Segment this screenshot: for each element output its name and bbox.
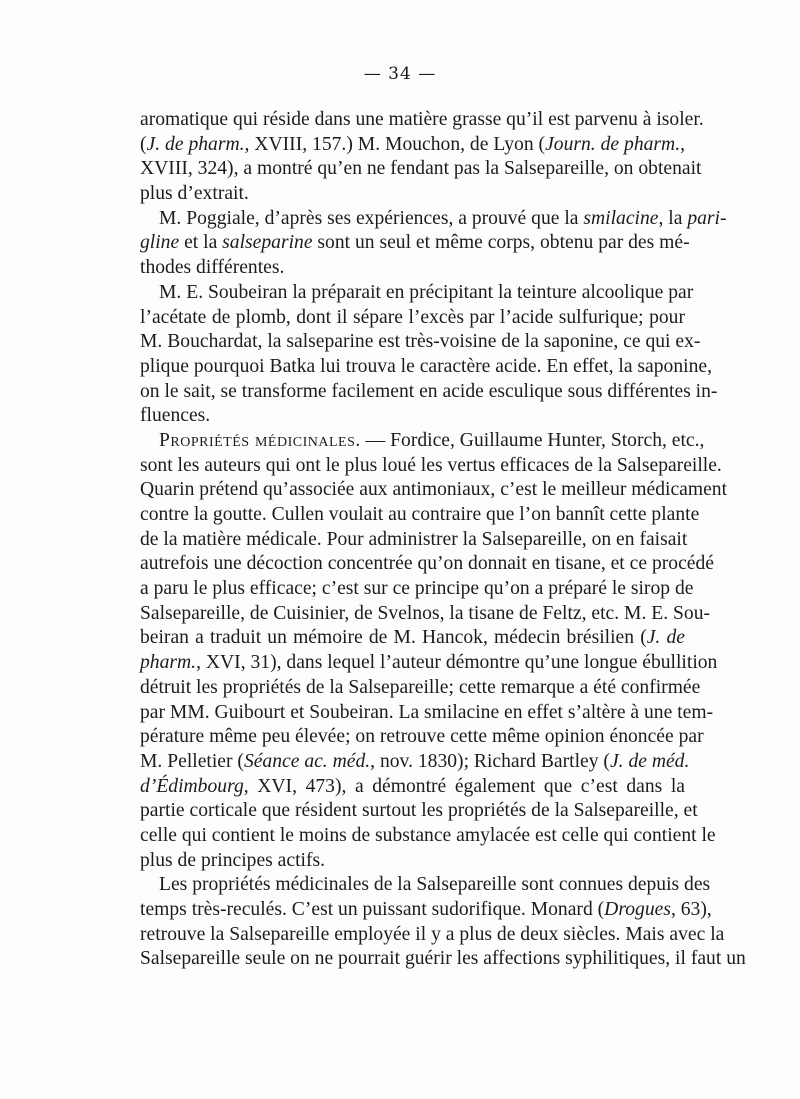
text-line: l’acétate de plomb, dont il sépare l’excès par l’acide sulfurique; pour xyxy=(140,306,685,328)
text-line: pharm., XVI, 31), dans lequel l’auteur démontre qu’une longue ébullition xyxy=(140,652,718,674)
text-line: thodes différentes. xyxy=(140,257,285,279)
text-line: d’Édimbourg, XVI, 473), a démontré également que c’est dans la xyxy=(140,775,685,797)
text-line: temps très-reculés. C’est un puissant sudorifique. Monard (Drogues, 63), xyxy=(140,899,712,920)
text-line: partie corticale que résident surtout les propriétés de la Salsepareille, et xyxy=(140,800,698,822)
text-line: plus de principes actifs. xyxy=(140,849,326,871)
text-line: Salsepareille seule on ne pourrait guérir les affections syphilitiques, il faut un xyxy=(140,948,746,970)
text-line: XVIII, 324), a montré qu’en ne fendant pas la Salsepareille, on obtenait xyxy=(140,158,702,180)
text-line: M. Bouchardat, la salseparine est très-voisine de la saponine, ce qui ex- xyxy=(140,331,701,353)
text-line: plus d’extrait. xyxy=(140,183,249,205)
text-line: Salsepareille, de Cuisinier, de Svelnos, la tisane de Feltz, etc. M. E. Sou- xyxy=(140,602,711,624)
text-line: on le sait, se transforme facilement en acide esculique sous différentes in- xyxy=(140,380,718,402)
text-line: par MM. Guibourt et Soubeiran. La smilacine en effet s’altère à une tem- xyxy=(140,701,714,723)
text-line: beiran a traduit un mémoire de M. Hancok, médecin brésilien (J. de xyxy=(140,627,685,649)
page-number: — 34 — xyxy=(363,64,437,84)
text-line: retrouve la Salsepareille employée il y a plus de deux siècles. Mais avec la xyxy=(140,923,725,945)
text-line: contre la goutte. Cullen voulait au contraire que l’on bannît cette plante xyxy=(140,504,700,525)
text-line: aromatique qui réside dans une matière grasse qu’il est parvenu à isoler. xyxy=(140,109,704,130)
text-line: pérature même peu élevée; on retrouve cette même opinion énoncée par xyxy=(140,726,704,748)
section-heading-line: Propriétés médicinales. — Fordice, Guillaume Hunter, Storch, etc., xyxy=(159,429,705,451)
text-line: fluences. xyxy=(140,405,211,427)
text-line: de la matière médicale. Pour administrer la Salsepareille, on en faisait xyxy=(140,528,688,550)
text-line: autrefois une décoction concentrée qu’on donnait en tisane, et ce procédé xyxy=(140,553,714,575)
text-line: M. Pelletier (Séance ac. méd., nov. 1830); Richard Bartley (J. de méd. xyxy=(140,750,690,772)
text-line: M. E. Soubeiran la préparait en précipitant la teinture alcoolique par xyxy=(159,281,694,303)
text-line: celle qui contient le moins de substance amylacée est celle qui contient le xyxy=(140,824,716,846)
text-line: M. Poggiale, d’après ses expériences, a prouvé que la smilacine, la pari- xyxy=(159,207,727,229)
text-line: (J. de pharm., XVIII, 157.) M. Mouchon, de Lyon (Journ. de pharm., xyxy=(140,133,685,155)
text-line: détruit les propriétés de la Salsepareille; cette remarque a été confirmée xyxy=(140,676,701,698)
text-line: gline et la salseparine sont un seul et même corps, obtenu par des mé- xyxy=(140,232,690,254)
text-line: a paru le plus efficace; c’est sur ce principe qu’on a préparé le sirop de xyxy=(140,578,694,600)
text-line: plique pourquoi Batka lui trouva le caractère acide. En effet, la saponine, xyxy=(140,355,712,377)
text-line: sont les auteurs qui ont le plus loué les vertus efficaces de la Salsepareille. xyxy=(140,454,722,476)
text-line: Les propriétés médicinales de la Salsepareille sont connues depuis des xyxy=(159,874,711,896)
body-text xyxy=(140,108,746,972)
text-line: Quarin prétend qu’associée aux antimoniaux, c’est le meilleur médicament xyxy=(140,479,728,501)
